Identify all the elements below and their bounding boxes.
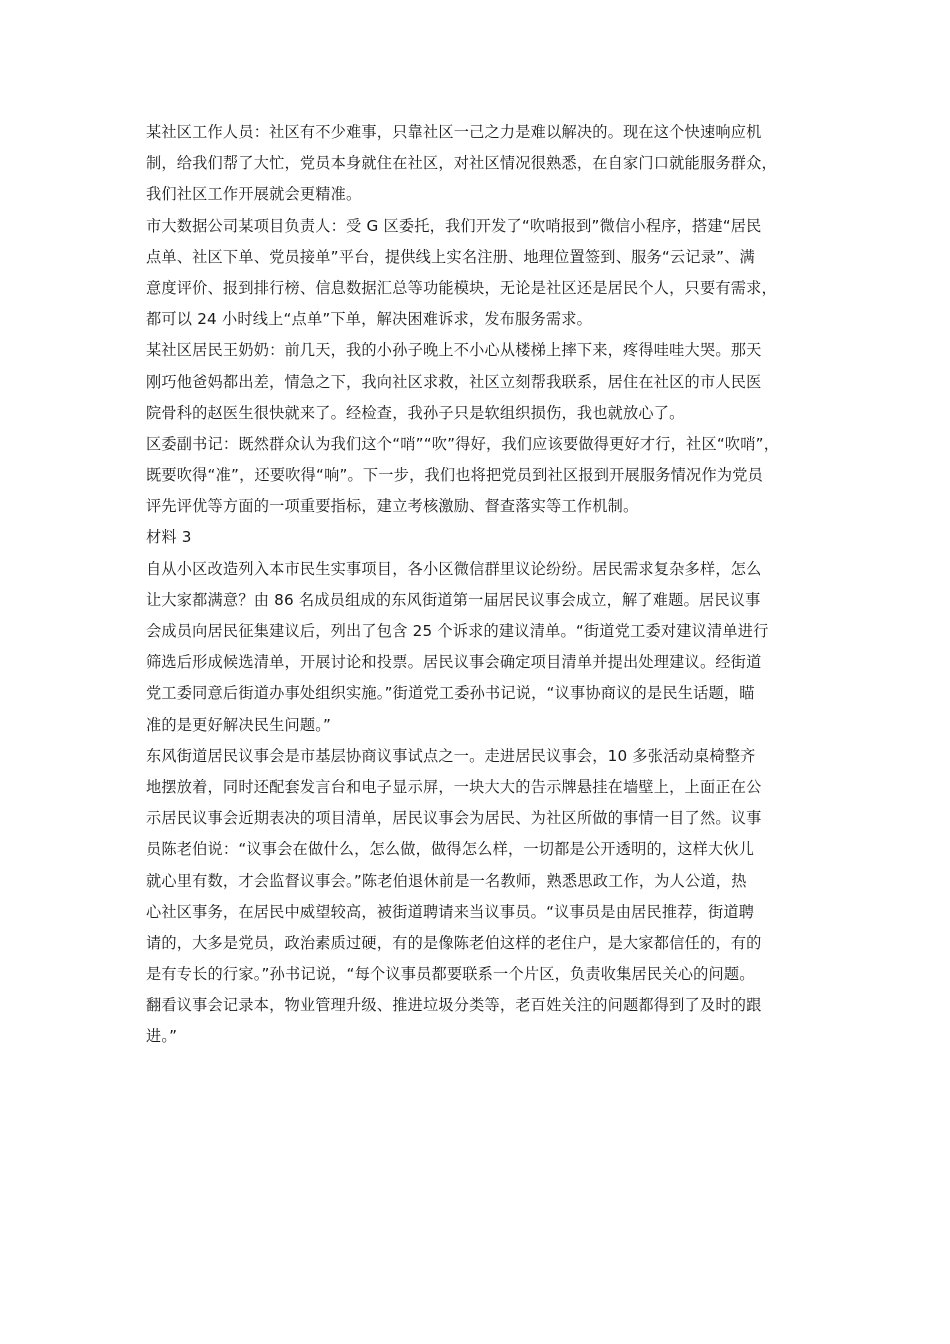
section-heading: 材料 3 <box>146 528 192 547</box>
text-line: 就心里有数，才会监督议事会。”陈老伯退休前是一名教师，熟悉思政工作，为人公道，热 <box>146 871 747 890</box>
text-line: 筛选后形成候选清单，开展讨论和投票。居民议事会确定项目清单并提出处理建议。经街道 <box>146 653 762 672</box>
text-line: 区委副书记：既然群众认为我们这个“哨”“吹”得好，我们应该要做得更好才行，社区“吹哨”， <box>146 434 780 453</box>
text-line: 心社区事务，在居民中威望较高，被街道聘请来当议事员。“议事员是由居民推荐，街道聘 <box>146 902 755 921</box>
text-line: 评先评优等方面的一项重要指标，建立考核激励、督查落实等工作机制。 <box>146 497 639 516</box>
text-line: 刚巧他爸妈都出差，情急之下，我向社区求救，社区立刻帮我联系，居住在社区的市人民医 <box>146 372 762 391</box>
text-line: 党工委同意后街道办事处组织实施。”街道党工委孙书记说，“议事协商议的是民生话题，瞄 <box>146 684 755 703</box>
text-line: 院骨科的赵医生很快就来了。经检查，我孙子只是软组织损伤，我也就放心了。 <box>146 403 685 422</box>
text-line: 既要吹得“准”，还要吹得“响”。下一步，我们也将把党员到社区报到开展服务情况作为党员 <box>146 466 763 485</box>
text-line: 准的是更好解决民生问题。” <box>146 715 332 734</box>
text-line: 都可以 24 小时线上“点单”下单，解决困难诉求，发布服务需求。 <box>146 310 592 329</box>
text-line: 某社区工作人员：社区有不少难事，只靠社区一己之力是难以解决的。现在这个快速响应机 <box>146 123 762 141</box>
text-line: 地摆放着，同时还配套发言台和电子显示屏，一块大大的告示牌悬挂在墙壁上，上面正在公 <box>146 777 762 796</box>
text-line: 点单、社区下单、党员接单”平台，提供线上实名注册、地理位置签到、服务“云记录”、满 <box>146 247 755 266</box>
text-line: 意度评价、报到排行榜、信息数据汇总等功能模块，无论是社区还是居民个人，只要有需求， <box>146 278 777 297</box>
text-line: 进。” <box>146 1027 178 1046</box>
text-line: 会成员向居民征集建议后，列出了包含 25 个诉求的建议清单。“街道党工委对建议清单进行 <box>146 622 769 640</box>
text-line: 东风街道居民议事会是市基层协商议事试点之一。走进居民议事会，10 多张活动桌椅整齐 <box>146 746 756 765</box>
document-body <box>146 117 866 1053</box>
text-line: 是有专长的行家。”孙书记说，“每个议事员都要联系一个片区，负责收集居民关心的问题。 <box>146 965 755 984</box>
text-line: 让大家都满意？由 86 名成员组成的东风街道第一届居民议事会成立，解了难题。居民议事 <box>146 590 761 609</box>
text-line: 翻看议事会记录本，物业管理升级、推进垃圾分类等，老百姓关注的问题都得到了及时的跟 <box>146 996 762 1015</box>
text-line: 某社区居民王奶奶：前几天，我的小孙子晚上不小心从楼梯上摔下来，疼得哇哇大哭。那天 <box>146 341 762 360</box>
text-line: 我们社区工作开展就会更精准。 <box>146 185 362 204</box>
text-line: 请的，大多是党员，政治素质过硬，有的是像陈老伯这样的老住户，是大家都信任的，有的 <box>146 933 762 952</box>
text-line: 员陈老伯说：“议事会在做什么，怎么做，做得怎么样，一切都是公开透明的，这样大伙儿 <box>146 840 755 859</box>
text-line: 自从小区改造列入本市民生实事项目，各小区微信群里议论纷纷。居民需求复杂多样，怎么 <box>146 559 762 578</box>
text-line: 市大数据公司某项目负责人：受 G 区委托，我们开发了“吹哨报到”微信小程序，搭建“居民 <box>146 216 762 235</box>
text-line: 示居民议事会近期表决的项目清单，居民议事会为居民、为社区所做的事情一目了然。议事 <box>146 809 762 828</box>
text-line: 制，给我们帮了大忙，党员本身就住在社区，对社区情况很熟悉，在自家门口就能服务群众， <box>146 154 777 173</box>
